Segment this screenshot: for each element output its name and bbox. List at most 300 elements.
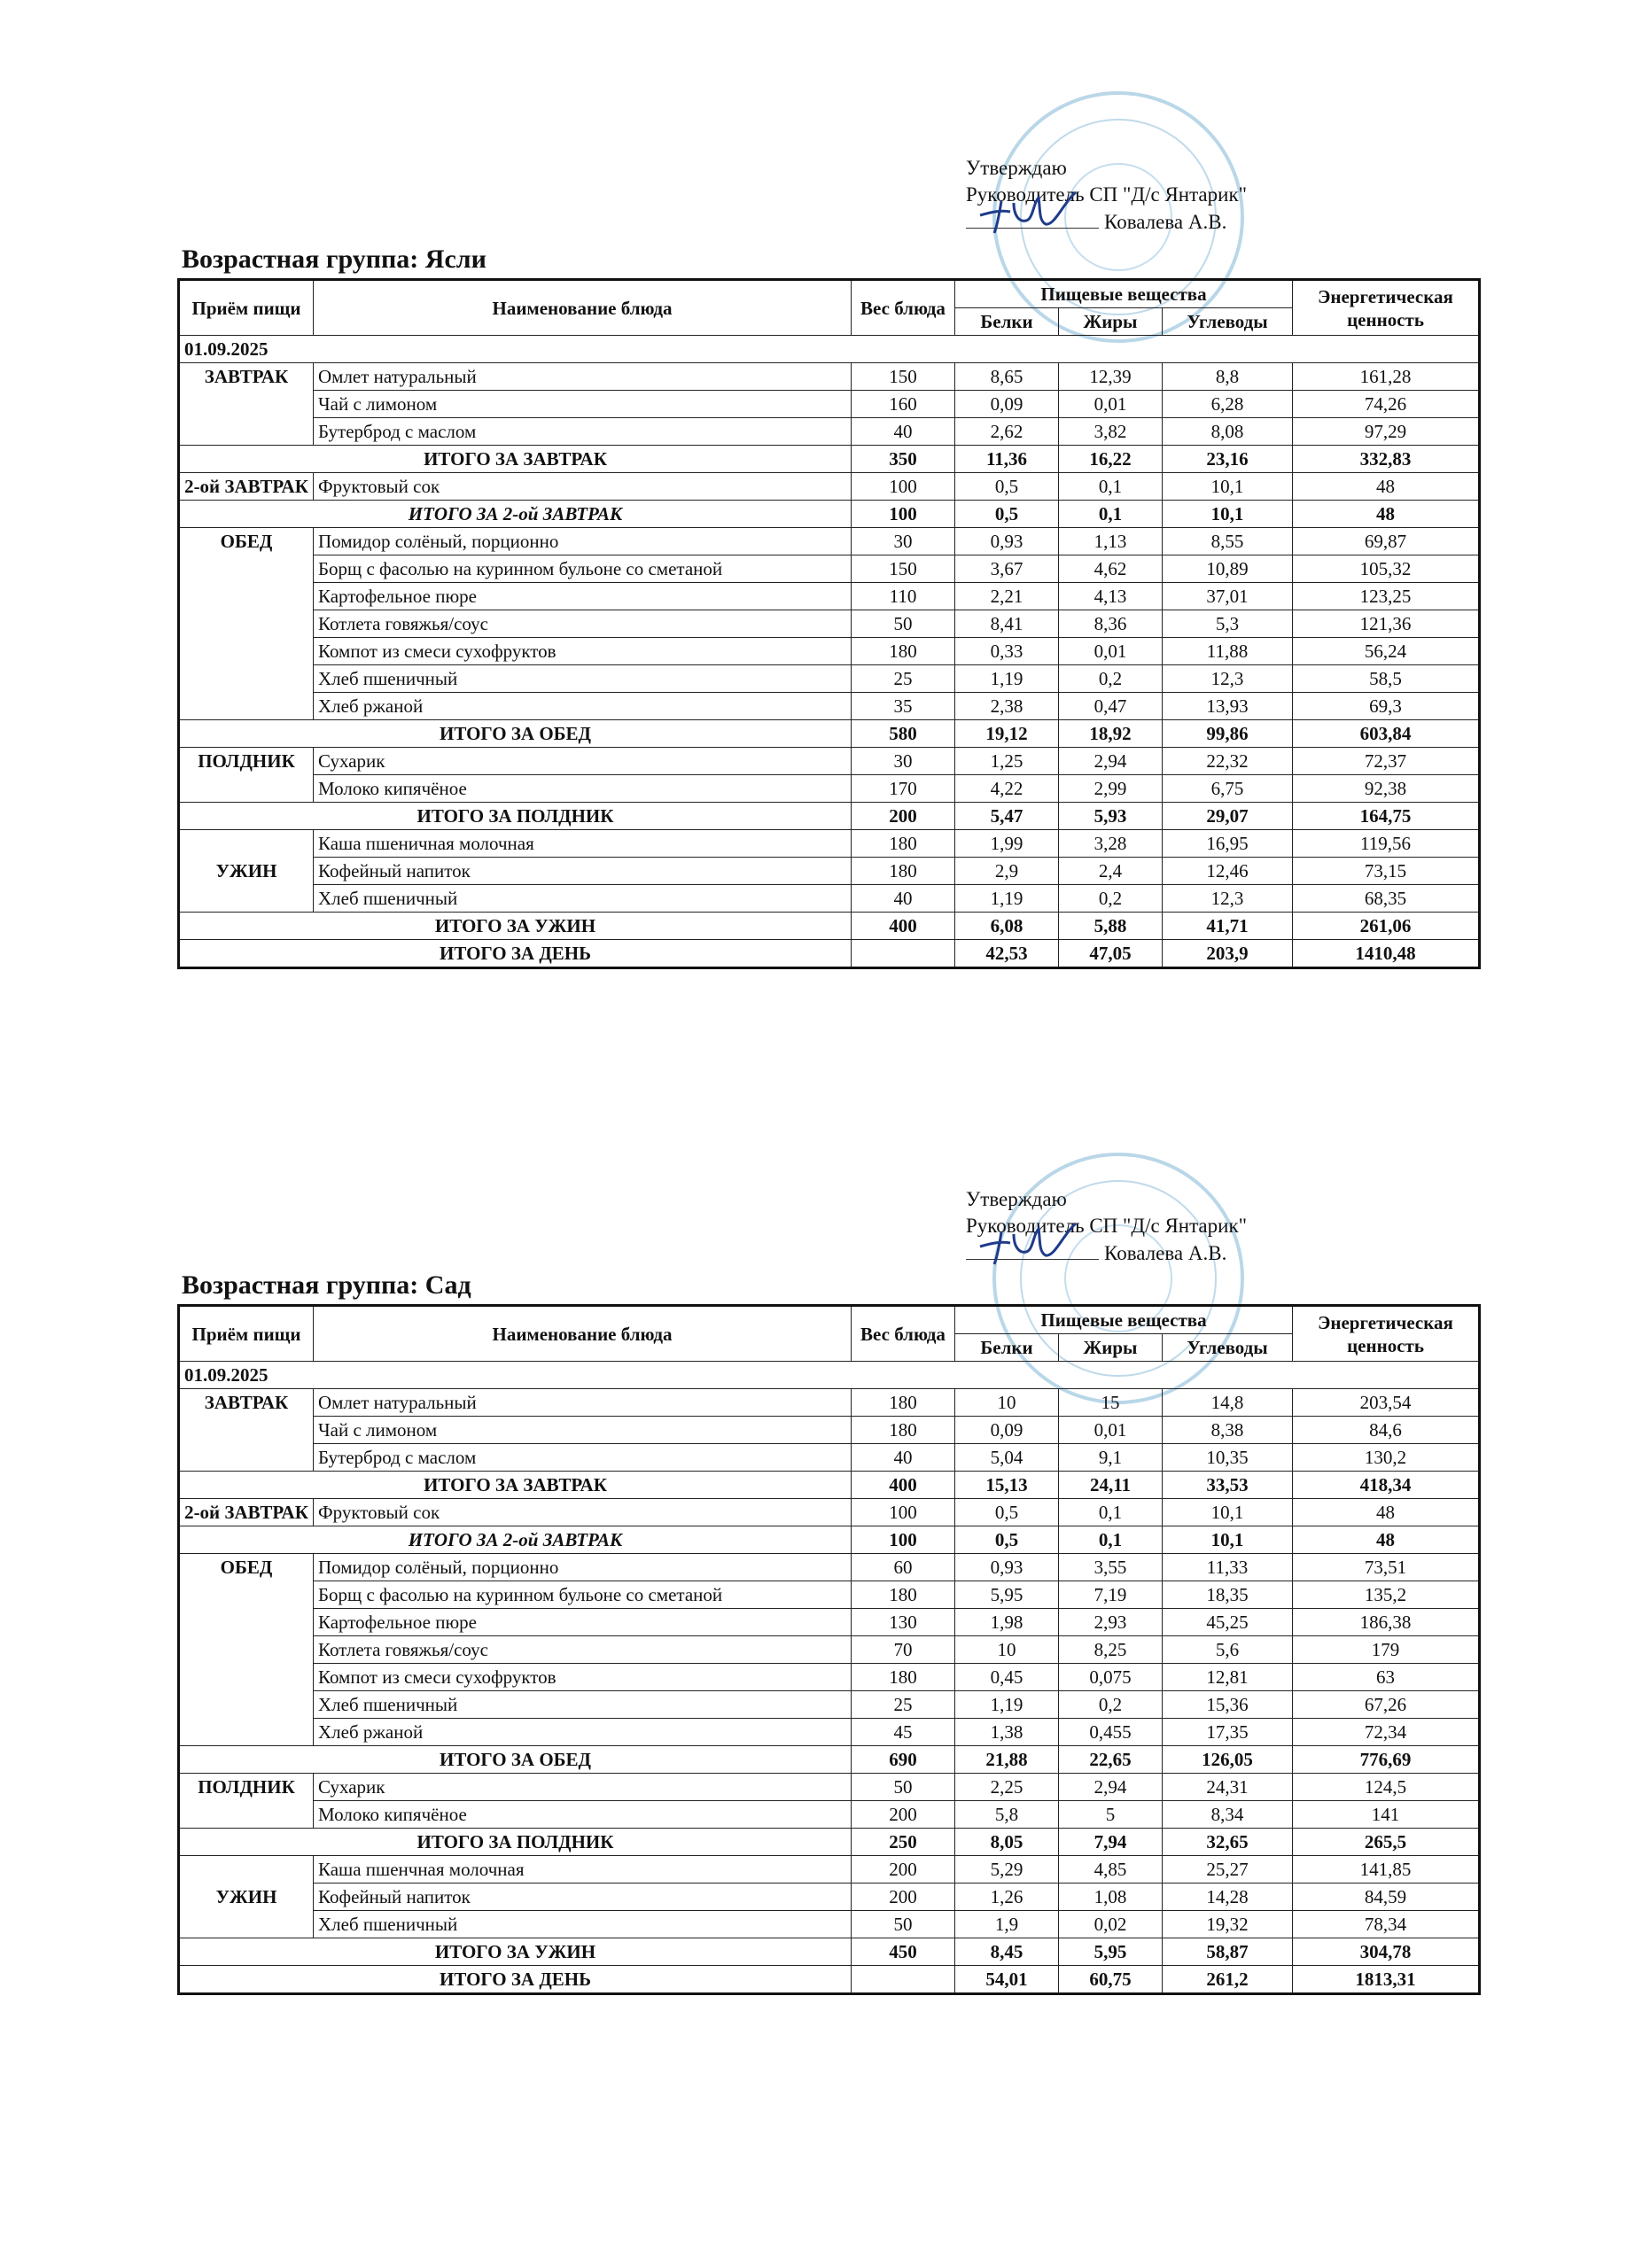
dish-row: [179, 363, 1480, 391]
dish-fats: 12,39: [1059, 363, 1163, 391]
header-carbs: Углеводы: [1163, 308, 1293, 336]
dish-name: Борщ с фасолью на куринном бульоне со сметаной: [314, 1581, 852, 1609]
dish-proteins: 5,95: [955, 1581, 1059, 1609]
meal-total-label: ИТОГО ЗА 2-ой ЗАВТРАК: [179, 1526, 852, 1554]
dish-weight: 180: [852, 1417, 955, 1444]
total-proteins: 5,47: [955, 803, 1059, 830]
dish-row: [179, 555, 1480, 583]
total-proteins: 0,5: [955, 501, 1059, 528]
dish-weight: 180: [852, 830, 955, 858]
day-total-carbs: 261,2: [1163, 1966, 1293, 1994]
dish-energy: 58,5: [1293, 665, 1480, 693]
dish-weight: 50: [852, 1911, 955, 1938]
dish-row: [179, 748, 1480, 775]
dish-weight: 180: [852, 1389, 955, 1417]
handwritten-signature: [975, 1216, 1081, 1266]
total-proteins: 19,12: [955, 720, 1059, 748]
day-total-row: [179, 940, 1480, 968]
day-total-energy: 1813,31: [1293, 1966, 1480, 1994]
meal-total-label: ИТОГО ЗА ПОЛДНИК: [179, 803, 852, 830]
day-total-proteins: 54,01: [955, 1966, 1059, 1994]
dish-weight: 100: [852, 1499, 955, 1526]
dish-proteins: 0,33: [955, 638, 1059, 665]
group-title: Возрастная группа: Ясли: [182, 245, 486, 274]
dish-fats: 5: [1059, 1801, 1163, 1829]
dish-energy: 73,51: [1293, 1554, 1480, 1581]
dish-proteins: 2,38: [955, 693, 1059, 720]
dish-energy: 97,29: [1293, 418, 1480, 446]
dish-fats: 1,08: [1059, 1884, 1163, 1911]
total-proteins: 0,5: [955, 1526, 1059, 1554]
header-row: [179, 280, 1480, 308]
dish-proteins: 10: [955, 1389, 1059, 1417]
dish-energy: 124,5: [1293, 1774, 1480, 1801]
total-energy: 261,06: [1293, 913, 1480, 940]
total-energy: 418,34: [1293, 1472, 1480, 1499]
header-dish: Наименование блюда: [314, 280, 852, 336]
dish-carbs: 18,35: [1163, 1581, 1293, 1609]
dish-row: [179, 1856, 1480, 1884]
dish-energy: 72,37: [1293, 748, 1480, 775]
approval-line-3: Ковалева А.В.: [1104, 1242, 1227, 1264]
dish-fats: 1,13: [1059, 528, 1163, 555]
dish-weight: 180: [852, 1664, 955, 1691]
dish-name: Картофельное пюре: [314, 583, 852, 610]
day-total-energy: 1410,48: [1293, 940, 1480, 968]
meal-name: ЗАВТРАК: [179, 1389, 314, 1472]
dish-fats: 4,13: [1059, 583, 1163, 610]
dish-fats: 0,02: [1059, 1911, 1163, 1938]
dish-energy: 48: [1293, 1499, 1480, 1526]
dish-proteins: 1,9: [955, 1911, 1059, 1938]
meal-total-label: ИТОГО ЗА ПОЛДНИК: [179, 1829, 852, 1856]
approval-line-1: Утверждаю: [966, 157, 1067, 179]
total-weight: 100: [852, 501, 955, 528]
dish-row: [179, 1389, 1480, 1417]
dish-fats: 3,28: [1059, 830, 1163, 858]
dish-carbs: 12,3: [1163, 885, 1293, 913]
dish-energy: 48: [1293, 473, 1480, 501]
dish-proteins: 1,25: [955, 748, 1059, 775]
dish-weight: 180: [852, 1581, 955, 1609]
header-row: [179, 1306, 1480, 1334]
dish-carbs: 8,55: [1163, 528, 1293, 555]
meal-name: 2-ой ЗАВТРАК: [179, 473, 314, 501]
total-carbs: 41,71: [1163, 913, 1293, 940]
dish-name: Фруктовый сок: [314, 473, 852, 501]
total-fats: 24,11: [1059, 1472, 1163, 1499]
meal-total-row: [179, 1526, 1480, 1554]
dish-name: Бутерброд с маслом: [314, 1444, 852, 1472]
dish-fats: 0,075: [1059, 1664, 1163, 1691]
dish-energy: 68,35: [1293, 885, 1480, 913]
dish-energy: 92,38: [1293, 775, 1480, 803]
dish-energy: 123,25: [1293, 583, 1480, 610]
dish-fats: 0,01: [1059, 1417, 1163, 1444]
dish-row: [179, 665, 1480, 693]
day-total-fats: 60,75: [1059, 1966, 1163, 1994]
total-weight: 350: [852, 446, 955, 473]
dish-row: [179, 1801, 1480, 1829]
dish-fats: 4,85: [1059, 1856, 1163, 1884]
total-proteins: 8,45: [955, 1938, 1059, 1966]
header-meal: Приём пищи: [179, 280, 314, 336]
dish-carbs: 22,32: [1163, 748, 1293, 775]
dish-row: [179, 583, 1480, 610]
total-proteins: 8,05: [955, 1829, 1059, 1856]
meal-total-row: [179, 446, 1480, 473]
total-energy: 48: [1293, 501, 1480, 528]
dish-name: Каша пшеничная молочная: [314, 830, 852, 858]
total-energy: 776,69: [1293, 1746, 1480, 1774]
meal-total-row: [179, 913, 1480, 940]
dish-weight: 200: [852, 1801, 955, 1829]
date-row: [179, 1362, 1480, 1389]
dish-row: [179, 1719, 1480, 1746]
dish-weight: 25: [852, 665, 955, 693]
approval-line-3: Ковалева А.В.: [1104, 211, 1227, 233]
dish-carbs: 19,32: [1163, 1911, 1293, 1938]
header-nutrients: Пищевые вещества: [955, 1306, 1293, 1334]
dish-carbs: 5,3: [1163, 610, 1293, 638]
table-body: [179, 280, 1480, 968]
meal-total-row: [179, 1472, 1480, 1499]
dish-proteins: 1,26: [955, 1884, 1059, 1911]
total-energy: 164,75: [1293, 803, 1480, 830]
total-weight: 200: [852, 803, 955, 830]
day-total-carbs: 203,9: [1163, 940, 1293, 968]
day-total-proteins: 42,53: [955, 940, 1059, 968]
dish-fats: 0,455: [1059, 1719, 1163, 1746]
dish-fats: 0,2: [1059, 1691, 1163, 1719]
meal-total-row: [179, 803, 1480, 830]
total-proteins: 21,88: [955, 1746, 1059, 1774]
dish-weight: 200: [852, 1856, 955, 1884]
dish-name: Кофейный напиток: [314, 858, 852, 885]
meal-name: ОБЕД: [179, 528, 314, 720]
date-row: [179, 336, 1480, 363]
dish-proteins: 8,41: [955, 610, 1059, 638]
dish-name: Молоко кипячёное: [314, 1801, 852, 1829]
meal-total-row: [179, 501, 1480, 528]
total-weight: 450: [852, 1938, 955, 1966]
dish-weight: 30: [852, 748, 955, 775]
dish-weight: 30: [852, 528, 955, 555]
dish-weight: 40: [852, 885, 955, 913]
dish-row: [179, 1417, 1480, 1444]
dish-proteins: 2,25: [955, 1774, 1059, 1801]
dish-fats: 0,2: [1059, 665, 1163, 693]
dish-energy: 69,87: [1293, 528, 1480, 555]
dish-carbs: 11,33: [1163, 1554, 1293, 1581]
dish-row: [179, 1581, 1480, 1609]
dish-name: Компот из смеси сухофруктов: [314, 638, 852, 665]
handwritten-signature: [975, 185, 1081, 235]
dish-name: Хлеб ржаной: [314, 693, 852, 720]
dish-carbs: 45,25: [1163, 1609, 1293, 1636]
dish-row: [179, 693, 1480, 720]
total-weight: 580: [852, 720, 955, 748]
total-carbs: 10,1: [1163, 501, 1293, 528]
dish-proteins: 2,21: [955, 583, 1059, 610]
dish-name: Омлет натуральный: [314, 363, 852, 391]
dish-fats: 0,01: [1059, 391, 1163, 418]
total-carbs: 126,05: [1163, 1746, 1293, 1774]
dish-energy: 63: [1293, 1664, 1480, 1691]
day-total-weight: [852, 940, 955, 968]
total-weight: 250: [852, 1829, 955, 1856]
dish-carbs: 14,8: [1163, 1389, 1293, 1417]
dish-carbs: 6,28: [1163, 391, 1293, 418]
dish-fats: 2,4: [1059, 858, 1163, 885]
dish-carbs: 37,01: [1163, 583, 1293, 610]
menu-date: 01.09.2025: [179, 336, 1480, 363]
dish-name: Хлеб пшеничный: [314, 1911, 852, 1938]
header-proteins: Белки: [955, 308, 1059, 336]
dish-name: Хлеб пшеничный: [314, 1691, 852, 1719]
total-carbs: 32,65: [1163, 1829, 1293, 1856]
day-total-weight: [852, 1966, 955, 1994]
dish-carbs: 8,8: [1163, 363, 1293, 391]
day-total-fats: 47,05: [1059, 940, 1163, 968]
dish-row: [179, 775, 1480, 803]
dish-row: [179, 1911, 1480, 1938]
dish-proteins: 10: [955, 1636, 1059, 1664]
dish-energy: 141,85: [1293, 1856, 1480, 1884]
dish-proteins: 0,93: [955, 528, 1059, 555]
dish-energy: 56,24: [1293, 638, 1480, 665]
total-carbs: 33,53: [1163, 1472, 1293, 1499]
total-weight: 100: [852, 1526, 955, 1554]
dish-name: Фруктовый сок: [314, 1499, 852, 1526]
dish-name: Котлета говяжья/соус: [314, 1636, 852, 1664]
approval-line-2: Руководитель СП "Д/с Янтарик": [966, 1215, 1248, 1237]
dish-weight: 50: [852, 610, 955, 638]
dish-proteins: 0,09: [955, 391, 1059, 418]
total-weight: 400: [852, 913, 955, 940]
day-total-label: ИТОГО ЗА ДЕНЬ: [179, 1966, 852, 1994]
dish-proteins: 1,19: [955, 885, 1059, 913]
total-fats: 22,65: [1059, 1746, 1163, 1774]
dish-weight: 110: [852, 583, 955, 610]
approval-block: [966, 155, 1247, 236]
total-fats: 16,22: [1059, 446, 1163, 473]
dish-row: [179, 1691, 1480, 1719]
meal-name: ПОЛДНИК: [179, 748, 314, 803]
total-energy: 603,84: [1293, 720, 1480, 748]
dish-row: [179, 1774, 1480, 1801]
header-proteins: Белки: [955, 1334, 1059, 1362]
meal-total-label: ИТОГО ЗА УЖИН: [179, 913, 852, 940]
dish-carbs: 8,34: [1163, 1801, 1293, 1829]
meal-total-row: [179, 720, 1480, 748]
dish-fats: 2,94: [1059, 748, 1163, 775]
dish-energy: 161,28: [1293, 363, 1480, 391]
dish-carbs: 8,38: [1163, 1417, 1293, 1444]
approval-block: [966, 1186, 1247, 1267]
total-carbs: 23,16: [1163, 446, 1293, 473]
dish-carbs: 14,28: [1163, 1884, 1293, 1911]
dish-weight: 150: [852, 363, 955, 391]
dish-proteins: 5,04: [955, 1444, 1059, 1472]
total-fats: 5,88: [1059, 913, 1163, 940]
dish-row: [179, 1884, 1480, 1911]
header-nutrients: Пищевые вещества: [955, 280, 1293, 308]
total-energy: 332,83: [1293, 446, 1480, 473]
total-fats: 5,93: [1059, 803, 1163, 830]
dish-carbs: 12,3: [1163, 665, 1293, 693]
dish-energy: 141: [1293, 1801, 1480, 1829]
dish-proteins: 5,29: [955, 1856, 1059, 1884]
dish-carbs: 25,27: [1163, 1856, 1293, 1884]
header-fats: Жиры: [1059, 1334, 1163, 1362]
dish-fats: 0,2: [1059, 885, 1163, 913]
dish-row: [179, 418, 1480, 446]
dish-name: Картофельное пюре: [314, 1609, 852, 1636]
dish-name: Каша пшенчная молочная: [314, 1856, 852, 1884]
dish-row: [179, 1554, 1480, 1581]
dish-weight: 40: [852, 418, 955, 446]
dish-carbs: 6,75: [1163, 775, 1293, 803]
total-proteins: 6,08: [955, 913, 1059, 940]
dish-weight: 50: [852, 1774, 955, 1801]
dish-fats: 2,93: [1059, 1609, 1163, 1636]
total-weight: 690: [852, 1746, 955, 1774]
dish-energy: 84,6: [1293, 1417, 1480, 1444]
header-fats: Жиры: [1059, 308, 1163, 336]
total-carbs: 29,07: [1163, 803, 1293, 830]
dish-fats: 0,1: [1059, 473, 1163, 501]
dish-carbs: 10,35: [1163, 1444, 1293, 1472]
dish-row: [179, 1636, 1480, 1664]
dish-weight: 180: [852, 638, 955, 665]
meal-name: ПОЛДНИК: [179, 1774, 314, 1829]
dish-fats: 0,1: [1059, 1499, 1163, 1526]
total-energy: 48: [1293, 1526, 1480, 1554]
dish-row: [179, 1609, 1480, 1636]
dish-row: [179, 638, 1480, 665]
dish-energy: 74,26: [1293, 391, 1480, 418]
dish-energy: 119,56: [1293, 830, 1480, 858]
dish-weight: 180: [852, 858, 955, 885]
signature-line: [966, 208, 1099, 229]
dish-energy: 135,2: [1293, 1581, 1480, 1609]
dish-carbs: 10,1: [1163, 473, 1293, 501]
dish-name: Борщ с фасолью на куринном бульоне со сметаной: [314, 555, 852, 583]
meal-name: ЗАВТРАК: [179, 363, 314, 446]
dish-row: [179, 858, 1480, 885]
dish-proteins: 2,62: [955, 418, 1059, 446]
group-title: Возрастная группа: Сад: [182, 1270, 471, 1300]
dish-proteins: 1,19: [955, 1691, 1059, 1719]
dish-name: Омлет натуральный: [314, 1389, 852, 1417]
dish-proteins: 1,99: [955, 830, 1059, 858]
day-total-row: [179, 1966, 1480, 1994]
total-fats: 5,95: [1059, 1938, 1163, 1966]
dish-row: [179, 610, 1480, 638]
dish-carbs: 8,08: [1163, 418, 1293, 446]
dish-energy: 67,26: [1293, 1691, 1480, 1719]
total-proteins: 15,13: [955, 1472, 1059, 1499]
dish-fats: 2,94: [1059, 1774, 1163, 1801]
dish-fats: 4,62: [1059, 555, 1163, 583]
dish-carbs: 17,35: [1163, 1719, 1293, 1746]
dish-proteins: 8,65: [955, 363, 1059, 391]
dish-proteins: 4,22: [955, 775, 1059, 803]
dish-carbs: 15,36: [1163, 1691, 1293, 1719]
approval-line-1: Утверждаю: [966, 1188, 1067, 1210]
dish-weight: 130: [852, 1609, 955, 1636]
dish-energy: 186,38: [1293, 1609, 1480, 1636]
meal-total-label: ИТОГО ЗА УЖИН: [179, 1938, 852, 1966]
dish-carbs: 16,95: [1163, 830, 1293, 858]
approval-line-2: Руководитель СП "Д/с Янтарик": [966, 183, 1248, 206]
dish-energy: 203,54: [1293, 1389, 1480, 1417]
dish-proteins: 0,5: [955, 473, 1059, 501]
meal-name: 2-ой ЗАВТРАК: [179, 1499, 314, 1526]
header-energy: Энергетическая ценность: [1293, 280, 1480, 336]
header-energy: Энергетическая ценность: [1293, 1306, 1480, 1362]
dish-name: Кофейный напиток: [314, 1884, 852, 1911]
dish-energy: 130,2: [1293, 1444, 1480, 1472]
dish-row: [179, 391, 1480, 418]
dish-row: [179, 1664, 1480, 1691]
dish-carbs: 11,88: [1163, 638, 1293, 665]
dish-carbs: 12,46: [1163, 858, 1293, 885]
meal-name: УЖИН: [179, 830, 314, 913]
day-total-label: ИТОГО ЗА ДЕНЬ: [179, 940, 852, 968]
total-energy: 265,5: [1293, 1829, 1480, 1856]
dish-carbs: 13,93: [1163, 693, 1293, 720]
total-weight: 400: [852, 1472, 955, 1499]
dish-energy: 73,15: [1293, 858, 1480, 885]
total-fats: 18,92: [1059, 720, 1163, 748]
dish-fats: 2,99: [1059, 775, 1163, 803]
menu-date: 01.09.2025: [179, 1362, 1480, 1389]
dish-carbs: 10,89: [1163, 555, 1293, 583]
dish-proteins: 1,19: [955, 665, 1059, 693]
dish-weight: 70: [852, 1636, 955, 1664]
dish-fats: 8,25: [1059, 1636, 1163, 1664]
dish-proteins: 5,8: [955, 1801, 1059, 1829]
header-weight: Вес блюда: [852, 280, 955, 336]
dish-energy: 179: [1293, 1636, 1480, 1664]
dish-name: Чай с лимоном: [314, 1417, 852, 1444]
dish-fats: 3,55: [1059, 1554, 1163, 1581]
meal-name: УЖИН: [179, 1856, 314, 1938]
dish-weight: 170: [852, 775, 955, 803]
dish-row: [179, 1444, 1480, 1472]
meal-total-label: ИТОГО ЗА 2-ой ЗАВТРАК: [179, 501, 852, 528]
dish-proteins: 0,45: [955, 1664, 1059, 1691]
dish-weight: 200: [852, 1884, 955, 1911]
dish-name: Котлета говяжья/соус: [314, 610, 852, 638]
dish-proteins: 1,98: [955, 1609, 1059, 1636]
dish-carbs: 12,81: [1163, 1664, 1293, 1691]
dish-fats: 7,19: [1059, 1581, 1163, 1609]
total-carbs: 58,87: [1163, 1938, 1293, 1966]
header-meal: Приём пищи: [179, 1306, 314, 1362]
total-proteins: 11,36: [955, 446, 1059, 473]
dish-name: Хлеб пшеничный: [314, 665, 852, 693]
total-carbs: 10,1: [1163, 1526, 1293, 1554]
dish-energy: 105,32: [1293, 555, 1480, 583]
table-body: [179, 1306, 1480, 1994]
dish-weight: 40: [852, 1444, 955, 1472]
dish-fats: 3,82: [1059, 418, 1163, 446]
dish-proteins: 0,5: [955, 1499, 1059, 1526]
total-carbs: 99,86: [1163, 720, 1293, 748]
